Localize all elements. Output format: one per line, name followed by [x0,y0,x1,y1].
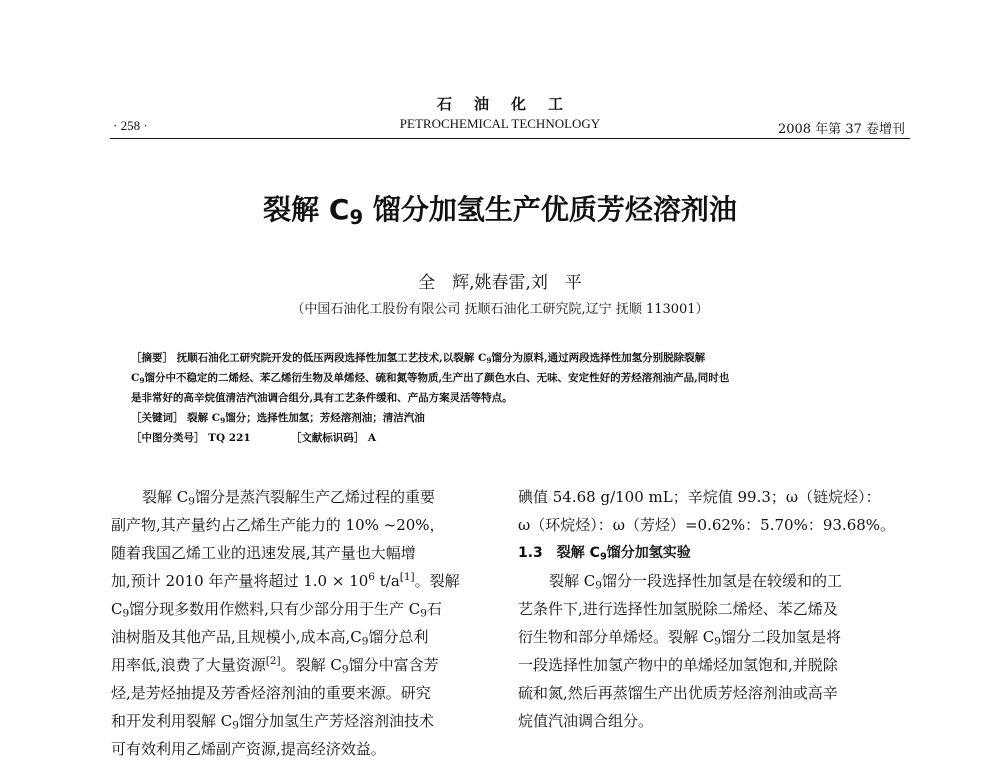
right-column [518,483,900,735]
body-line: 烷值汽油调合组分。 [518,712,654,730]
document-code-label: ［文献标识码］ [290,432,365,444]
abstract-line-1: ［摘要］ 抚顺石油化工研究院开发的低压两段选择性加氢工艺技术,以裂解 $C_9$馏分为原料,通过两段选择性加氢分别脱除裂解 [131,352,706,365]
abstract-label: ［摘要］ [131,352,173,364]
body-line: 油树脂及其他产品,且规模小,成本高$,C_9$馏分总利 [111,628,429,648]
abstract-line-2: $C_9$馏分中不稳定的二烯烃、苯乙烯衍生物及单烯烃、硫和氮等物质,生产出了颜色水白、无味、安定性好的芳烃溶剂油产品,同时也 [131,372,730,385]
body-line: 加,预计 2010 年产量将超过 $1.0 \times 10^6$ t/a[1]。裂解 [111,571,460,590]
body-line: 衍生物和部分单烯烃。裂解 $C_9$馏分二段加氢是将 [518,628,841,648]
body-line: 硫和氮,然后再蒸馏生产出优质芳烃溶剂油或高辛 [518,684,838,702]
body-line: 艺条件下,进行选择性加氢脱除二烯烃、苯乙烯及 [518,600,838,618]
left-column [111,483,491,763]
abstract-line-3: 是非常好的高辛烷值清洁汽油调合组分,具有工艺条件缓和、产品方案灵活等特点。 [131,392,513,404]
page-number: · 258 · [113,118,148,133]
section-heading: 1.3 裂解 $C_9$馏分加氢实验 [518,545,691,563]
body-line: 一段选择性加氢产物中的单烯烃加氢饱和,并脱除 [518,656,838,674]
affiliation: （中国石油化工股份有限公司 抚顺石油化工研究院,辽宁 抚顺 113001） [291,302,709,317]
keywords-line: ［关键词］ 裂解 $C_9$馏分；选择性加氢；芳烃溶剂油；清洁汽油 [131,412,425,425]
body-line: 随着我国乙烯工业的迅速发展,其产量也大幅增 [111,544,416,562]
classification-value: TQ 221 [208,432,251,444]
authors: 全 辉,姚春雷,刘 平 [418,273,582,293]
header-rule [110,138,910,139]
journal-name-en: PETROCHEMICAL TECHNOLOGY [399,116,601,131]
classification-label: ［中图分类号］ [131,432,205,444]
journal-name-cn: 石油化工 [436,95,585,113]
issue-info: 2008 年第 37 卷增刊 [777,122,905,137]
body-line: 副产物,其产量约占乙烯生产能力的 10% ~20%， [111,516,445,534]
document-code-value: A [367,432,377,444]
citation-ref: [1] [399,571,415,584]
body-line: 裂解 $C_9$馏分是蒸汽裂解生产乙烯过程的重要 [142,488,435,508]
citation-ref: [2] [265,655,281,668]
body-line: 和开发利用裂解 $C_9$馏分加氢生产芳烃溶剂油技术 [111,712,434,732]
body-line: 裂解 $C_9$馏分一段选择性加氢是在较缓和的工 [549,572,842,592]
classification-line [131,428,881,448]
body-line: 可有效利用乙烯副产资源,提高经济效益。 [111,740,386,758]
paper-title: 裂解 $C_9$ 馏分加氢生产优质芳烃溶剂油 [263,193,737,229]
body-line: $C_9$馏分现多数用作燃料,只有少部分用于生产 $C_9$石 [111,600,442,620]
body-line: ω（环烷烃）：ω（芳烃）=0.62%：5.70%：93.68%。 [518,516,896,534]
body-line: 碘值 54.68 g/100 mL；辛烷值 99.3；ω（链烷烃）： [518,488,881,506]
body-line: 用率低,浪费了大量资源[2]。裂解 $C_9$馏分中富含芳 [111,655,439,676]
abstract-block [131,348,881,448]
body-line: 烃,是芳烃抽提及芳香烃溶剂油的重要来源。研究 [111,684,431,702]
keywords-label: ［关键词］ [131,412,184,424]
